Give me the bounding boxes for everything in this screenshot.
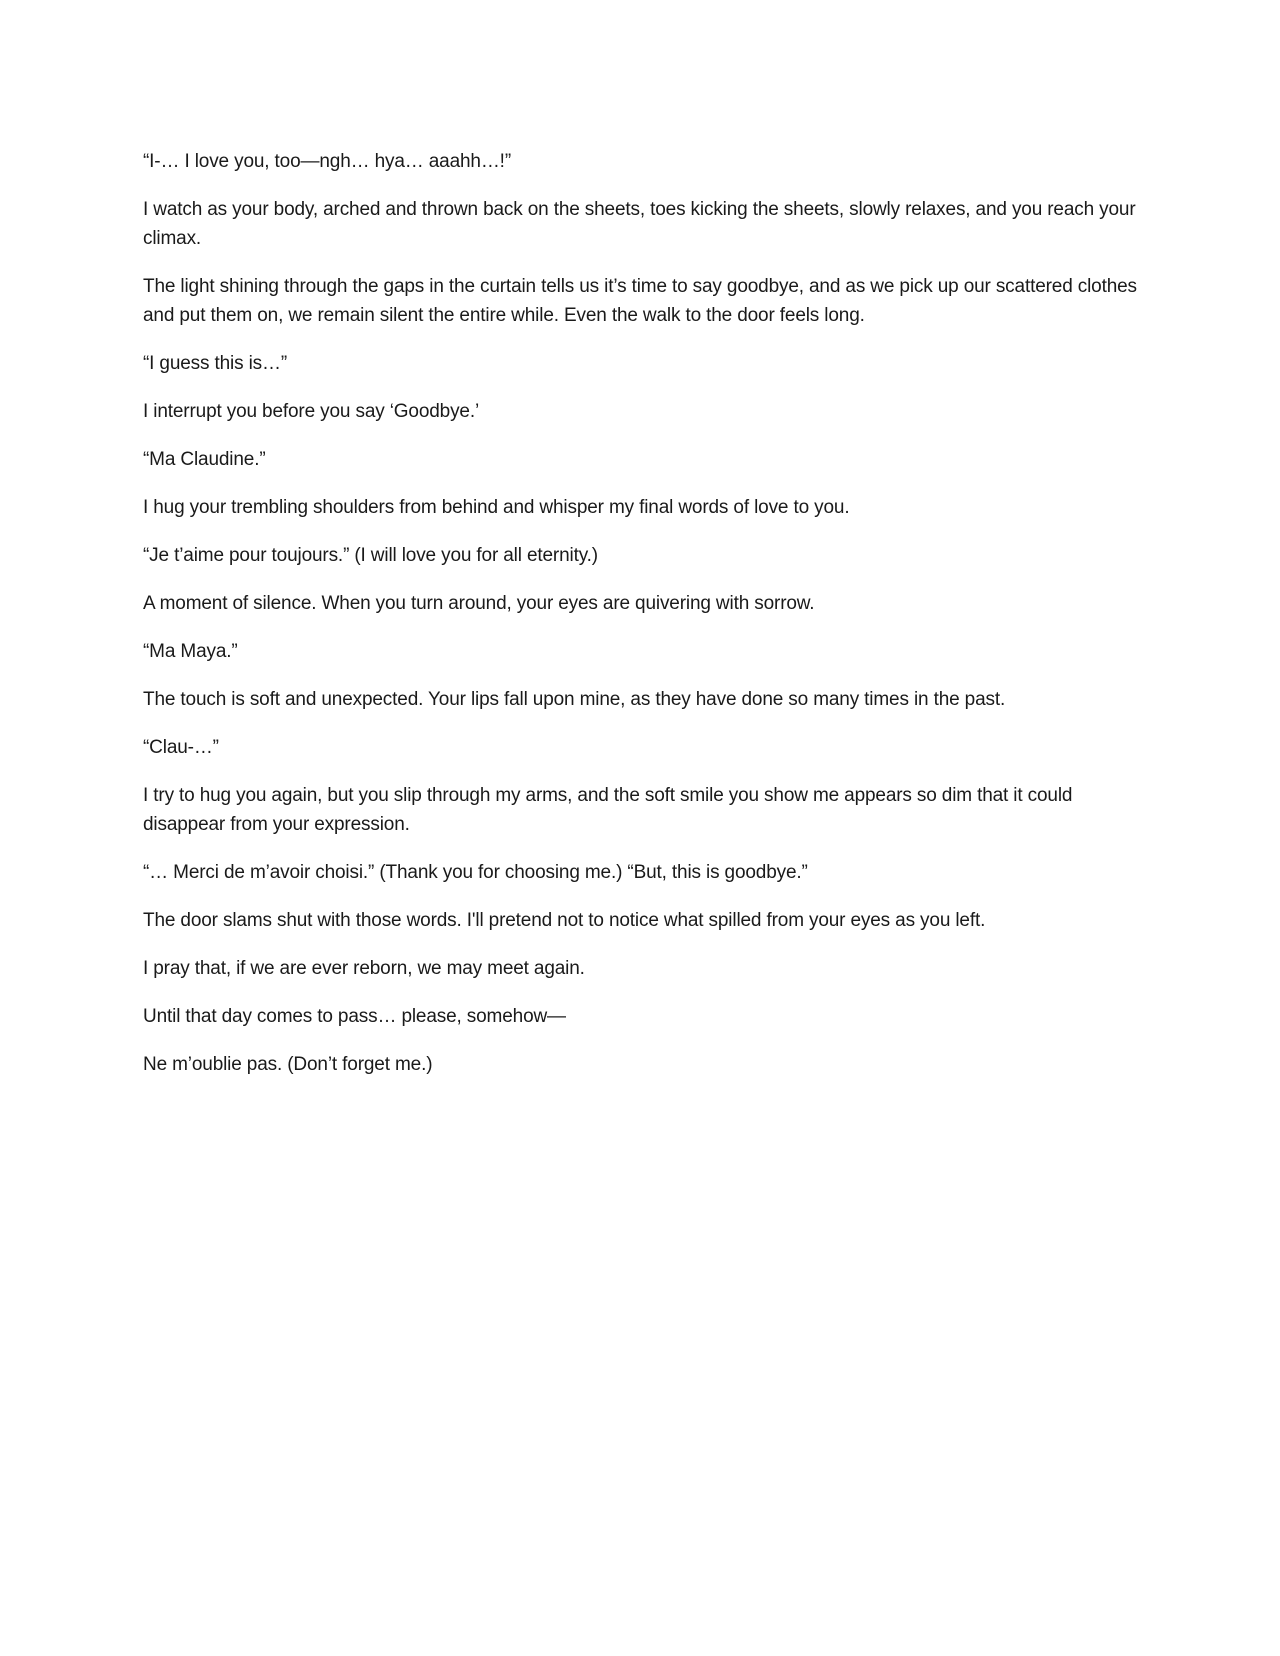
paragraph: “… Merci de m’avoir choisi.” (Thank you for choosing me.) “But, this is goodbye.” (143, 862, 808, 883)
document-text-body (143, 147, 1137, 1079)
paragraph: Until that day comes to pass… please, somehow— (143, 1006, 566, 1027)
paragraph: The touch is soft and unexpected. Your lips fall upon mine, as they have done so many times in the past. (143, 689, 1006, 710)
paragraph: A moment of silence. When you turn around, your eyes are quivering with sorrow. (143, 593, 815, 614)
paragraph: I pray that, if we are ever reborn, we may meet again. (143, 958, 585, 979)
paragraph: “Je t’aime pour toujours.” (I will love you for all eternity.) (143, 545, 598, 566)
paragraph: “Clau-…” (143, 737, 219, 758)
paragraph: I watch as your body, arched and thrown back on the sheets, toes kicking the sheets, slowly relaxes, and you reach your climax. (143, 199, 1136, 249)
paragraph: Ne m’oublie pas. (Don’t forget me.) (143, 1054, 433, 1075)
paragraph: “Ma Maya.” (143, 641, 238, 662)
paragraph: “I-… I love you, too—ngh… hya… aaahh…!” (143, 151, 511, 172)
paragraph: “I guess this is…” (143, 353, 288, 374)
paragraph: I interrupt you before you say ‘Goodbye.’ (143, 401, 480, 422)
paragraph: The light shining through the gaps in the curtain tells us it’s time to say goodbye, and as we pick up our scattered clothes and put them on, we remain silent the entire while. Even the walk to the door feels long. (143, 276, 1137, 326)
paragraph: “Ma Claudine.” (143, 449, 266, 470)
paragraph: I hug your trembling shoulders from behind and whisper my final words of love to you. (143, 497, 850, 518)
paragraph: The door slams shut with those words. I'll pretend not to notice what spilled from your eyes as you left. (143, 910, 986, 931)
paragraph: I try to hug you again, but you slip through my arms, and the soft smile you show me appears so dim that it could disappear from your expression. (143, 785, 1073, 835)
